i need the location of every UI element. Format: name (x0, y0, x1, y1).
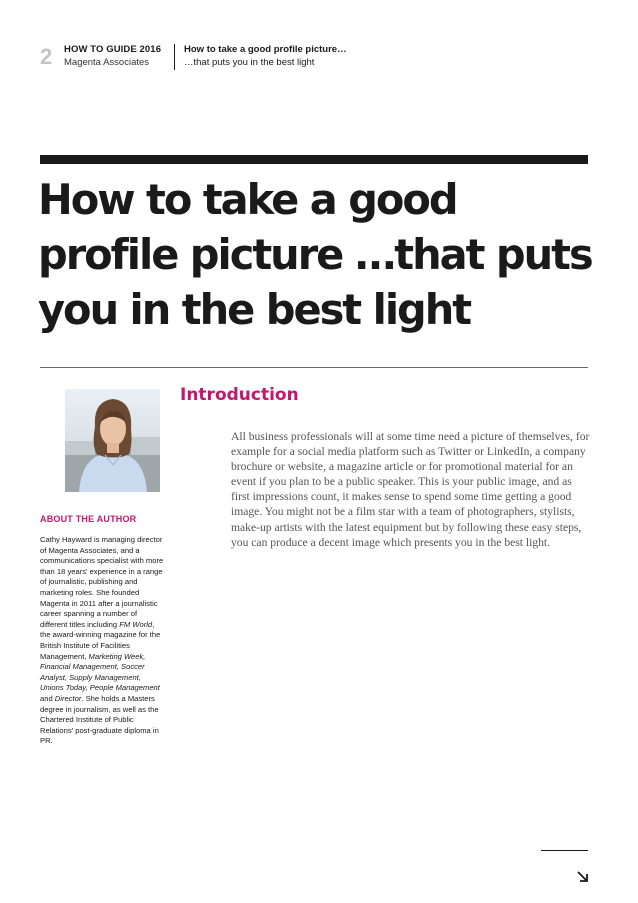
page-header (40, 40, 598, 76)
running-title: How to take a good profile picture… (184, 44, 347, 55)
bio-text: Cathy Hayward is managing director of Magenta Associates, and a communications specialist with more than 18 years' experience in a range of journalistic, publishing and marketing roles. She founded Magenta in 2011 after a journalistic career spanning a number of different titles including (40, 535, 164, 629)
page-title: How to take a good profile picture …that puts you in the best light (38, 175, 592, 334)
section-divider (40, 367, 588, 368)
guide-title: HOW TO GUIDE 2016 (64, 44, 162, 55)
bio-text: . She holds a Masters degree in journalism, as well as the Chartered Institute of Public Relations' post-graduate diploma in PR. (40, 693, 159, 746)
guide-info (64, 43, 161, 69)
bio-publication: Director (54, 693, 82, 703)
introduction-body: All business professionals will at some time need a picture of themselves, for example for a social media platform such as Twitter or LinkedIn, a company brochure or website, a magazine article or for promotional material for an event if you plan to be a public speaker. This is your public image, and as first impressions count, it makes sense to spend some time getting a good image. You might not be a film star with a team of photographers, stylists, make-up artists with the latest equipment but by following these easy steps, you can produce a decent image which presents you in the best light. (231, 430, 590, 549)
bio-text: , the award-winning magazine for the British Institute of Facilities Management, (40, 619, 161, 661)
running-subtitle: …that puts you in the best light (184, 57, 315, 68)
bio-publication: FM World (119, 619, 153, 629)
arrow-down-right-glyph (576, 870, 589, 883)
author-bio (40, 535, 165, 747)
bio-text: and (40, 693, 55, 703)
title-top-bar (40, 155, 588, 164)
bio-publications-list: Marketing Week, Financial Management, Soccer Analyst, Supply Management, Unions Today, People Management (40, 651, 160, 693)
about-author-heading: ABOUT THE AUTHOR (40, 514, 137, 524)
running-header (184, 43, 347, 69)
footer-divider (541, 850, 588, 851)
author-portrait-image (65, 389, 160, 492)
page-number: 2 (40, 44, 53, 69)
publisher-name: Magenta Associates (64, 57, 150, 68)
arrow-down-right-icon[interactable] (576, 870, 589, 883)
header-divider (174, 44, 175, 70)
author-photo (65, 389, 160, 492)
introduction-heading: Introduction (180, 385, 299, 405)
